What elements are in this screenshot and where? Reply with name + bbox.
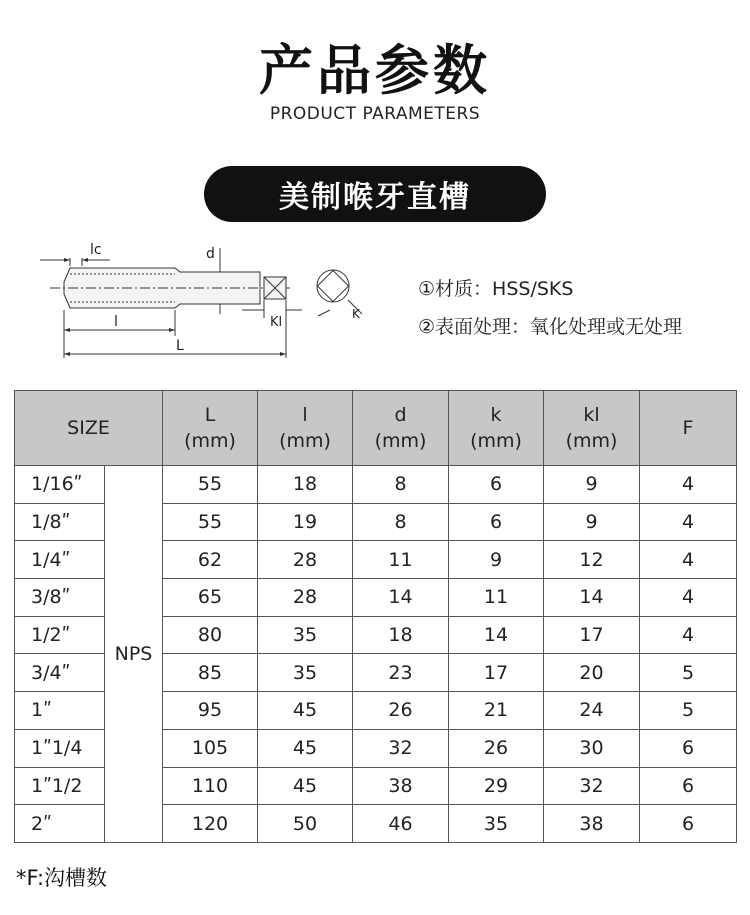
cell-F: 5 — [640, 692, 737, 730]
cell-l: 28 — [258, 541, 353, 579]
cell-k: 6 — [449, 503, 544, 541]
page-subtitle: PRODUCT PARAMETERS — [269, 104, 481, 124]
table-header-row — [15, 391, 737, 466]
cell-F: 4 — [640, 579, 737, 617]
footnote: *F:沟槽数 — [16, 866, 108, 890]
cell-k: 14 — [449, 616, 544, 654]
header-L: L (mm) — [163, 391, 258, 466]
label-L: L — [176, 338, 184, 354]
parameter-table — [14, 390, 737, 843]
cell-d: 8 — [353, 466, 449, 504]
header-d: d (mm) — [353, 391, 449, 466]
cell-size: 1ʺ1/4 — [15, 729, 105, 767]
cell-l: 45 — [258, 692, 353, 730]
cell-kl: 38 — [544, 805, 640, 843]
cell-kl: 32 — [544, 767, 640, 805]
page-title: 产品参数 — [259, 39, 491, 102]
cell-kl: 17 — [544, 616, 640, 654]
cell-k: 6 — [449, 466, 544, 504]
cell-L: 105 — [163, 729, 258, 767]
header-F: F — [640, 391, 737, 466]
cell-d: 23 — [353, 654, 449, 692]
cell-k: 29 — [449, 767, 544, 805]
cell-F: 5 — [640, 654, 737, 692]
cell-k: 26 — [449, 729, 544, 767]
cell-kl: 9 — [544, 466, 640, 504]
cell-d: 11 — [353, 541, 449, 579]
label-k: K — [352, 307, 360, 321]
spec-list — [418, 276, 682, 352]
spec-material: ①材质：HSS/SKS — [418, 278, 574, 300]
cell-l: 45 — [258, 767, 353, 805]
cell-d: 18 — [353, 616, 449, 654]
cell-F: 6 — [640, 767, 737, 805]
label-kl: Kl — [270, 315, 283, 330]
cell-l: 35 — [258, 616, 353, 654]
cell-k: 11 — [449, 579, 544, 617]
cell-F: 4 — [640, 616, 737, 654]
cell-L: 120 — [163, 805, 258, 843]
cell-L: 55 — [163, 466, 258, 504]
cell-kl: 12 — [544, 541, 640, 579]
cell-d: 14 — [353, 579, 449, 617]
cell-d: 8 — [353, 503, 449, 541]
cell-F: 4 — [640, 503, 737, 541]
spec-surface: ②表面处理：氧化处理或无处理 — [418, 316, 683, 338]
cell-l: 19 — [258, 503, 353, 541]
cell-size: 1/2ʺ — [15, 616, 105, 654]
header-size: SIZE — [15, 391, 163, 466]
cell-l: 18 — [258, 466, 353, 504]
cell-size: 1/4ʺ — [15, 541, 105, 579]
cell-kl: 24 — [544, 692, 640, 730]
cell-l: 35 — [258, 654, 353, 692]
label-l: l — [114, 314, 118, 330]
cell-F: 4 — [640, 466, 737, 504]
cell-size: 2ʺ — [15, 805, 105, 843]
cell-L: 80 — [163, 616, 258, 654]
table-body — [15, 466, 737, 843]
cell-k: 9 — [449, 541, 544, 579]
cell-size: 1/8ʺ — [15, 503, 105, 541]
cell-d: 38 — [353, 767, 449, 805]
header-l: l (mm) — [258, 391, 353, 466]
cell-k: 35 — [449, 805, 544, 843]
cell-size: 3/4ʺ — [15, 654, 105, 692]
cell-size: 1ʺ — [15, 692, 105, 730]
cell-kl: 20 — [544, 654, 640, 692]
cell-kl: 14 — [544, 579, 640, 617]
cell-d: 46 — [353, 805, 449, 843]
tap-dimension-diagram — [30, 238, 390, 368]
cell-L: 85 — [163, 654, 258, 692]
cell-F: 4 — [640, 541, 737, 579]
cell-l: 28 — [258, 579, 353, 617]
cell-kl: 9 — [544, 503, 640, 541]
cell-kl: 30 — [544, 729, 640, 767]
header-kl: kl (mm) — [544, 391, 640, 466]
cell-F: 6 — [640, 805, 737, 843]
cell-k: 21 — [449, 692, 544, 730]
cell-L: 110 — [163, 767, 258, 805]
category-banner — [204, 166, 546, 222]
cell-k: 17 — [449, 654, 544, 692]
cell-L: 62 — [163, 541, 258, 579]
cell-L: 55 — [163, 503, 258, 541]
cell-size: 1ʺ1/2 — [15, 767, 105, 805]
cell-size: 3/8ʺ — [15, 579, 105, 617]
cell-L: 65 — [163, 579, 258, 617]
cell-d: 26 — [353, 692, 449, 730]
label-d: d — [206, 246, 215, 262]
label-lc: lc — [90, 242, 102, 258]
cell-d: 32 — [353, 729, 449, 767]
header-k: k (mm) — [449, 391, 544, 466]
table-row — [15, 466, 737, 504]
category-label: 美制喉牙直槽 — [279, 180, 471, 215]
cell-L: 95 — [163, 692, 258, 730]
cell-size: 1/16ʺ — [15, 466, 105, 504]
cell-l: 45 — [258, 729, 353, 767]
thread-type-cell: NPS — [105, 466, 163, 843]
cell-l: 50 — [258, 805, 353, 843]
cell-F: 6 — [640, 729, 737, 767]
